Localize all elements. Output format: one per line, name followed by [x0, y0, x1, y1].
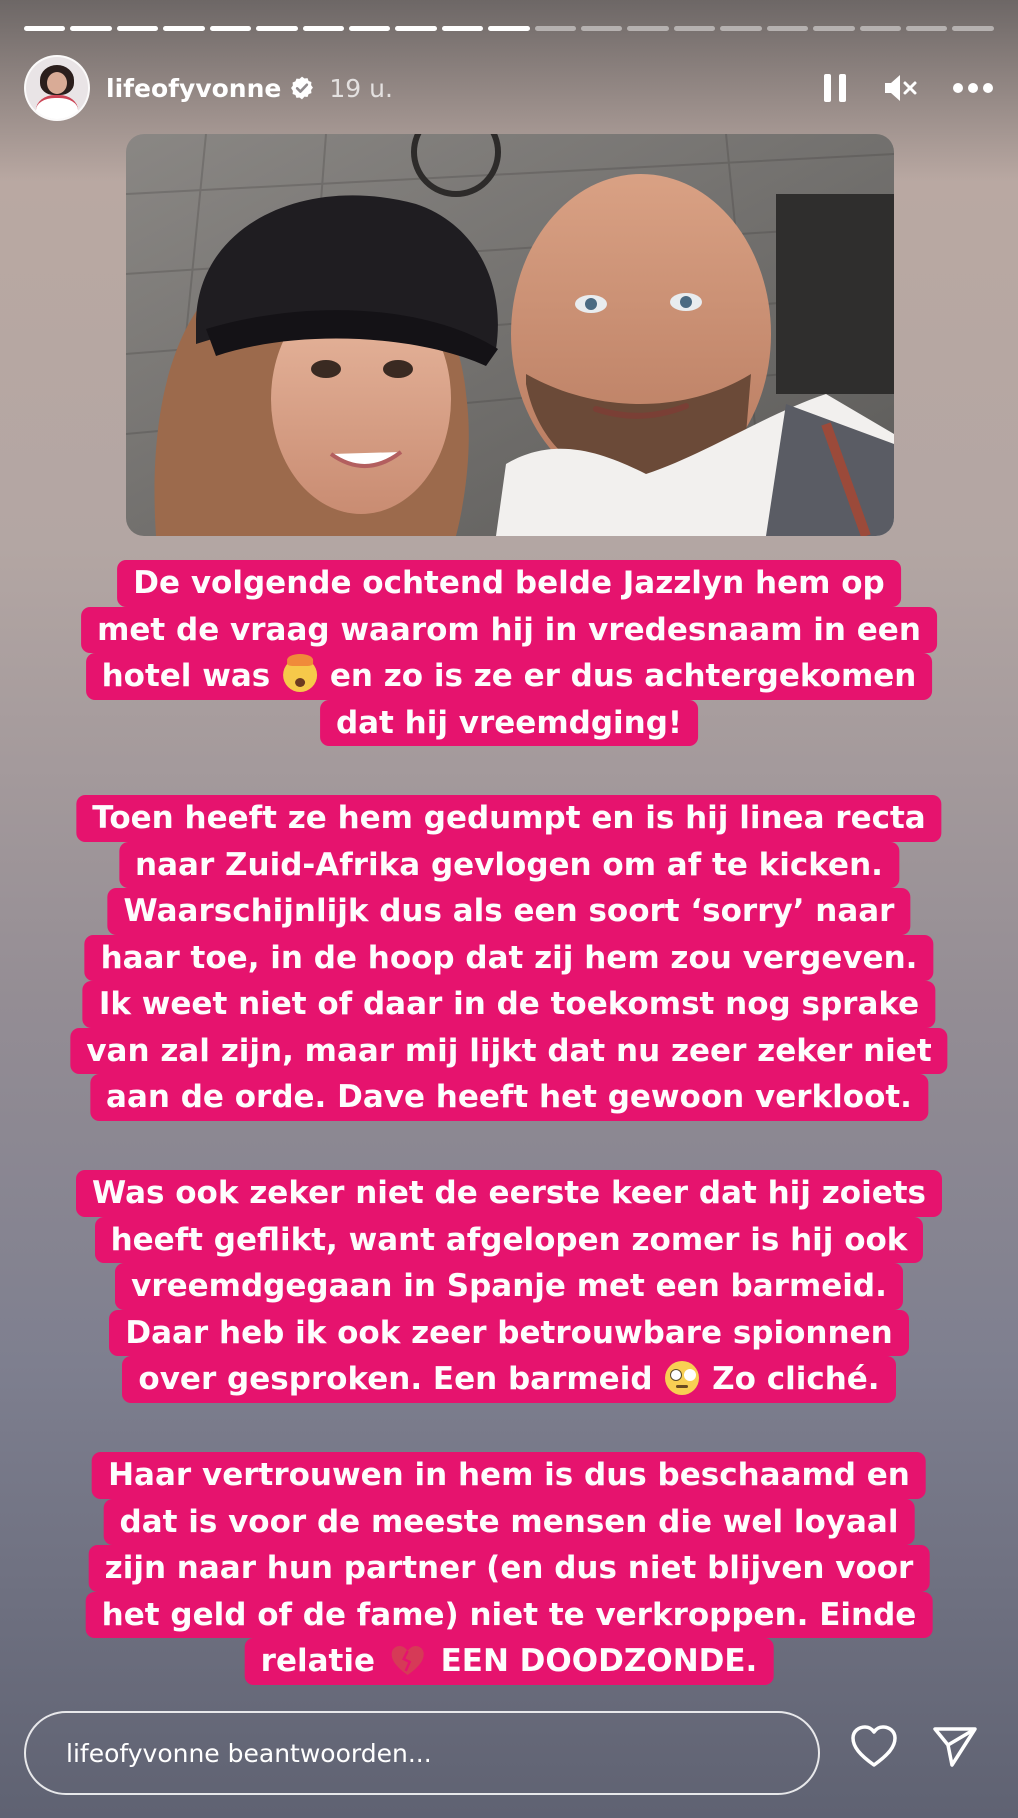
- progress-segment: [860, 26, 901, 31]
- send-icon[interactable]: [932, 1725, 978, 1769]
- progress-segment: [256, 26, 297, 31]
- muted-speaker-icon: [882, 72, 918, 104]
- progress-segment: [442, 26, 483, 31]
- username[interactable]: lifeofyvonne: [106, 73, 282, 103]
- caption-line: Ik weet niet of daar in de toekomst nog sprake: [83, 981, 935, 1028]
- caption-line: relatie EEN DOODZONDE.: [245, 1638, 774, 1685]
- avatar[interactable]: [24, 55, 90, 121]
- story-header: [24, 52, 994, 124]
- caption-block-1: [81, 560, 937, 746]
- progress-segment: [395, 26, 436, 31]
- caption-line: vreemdgegaan in Spanje met een barmeid.: [115, 1263, 903, 1310]
- caption-line: hotel was en zo is ze er dus achtergekomen: [86, 653, 933, 700]
- caption-line: Daar heb ik ook zeer betrouwbare spionnen: [109, 1310, 908, 1357]
- progress-segment: [210, 26, 251, 31]
- caption-line: met de vraag waarom hij in vredesnaam in een: [81, 607, 937, 654]
- progress-segment: [24, 26, 65, 31]
- post-time: 19 u.: [329, 73, 393, 103]
- progress-segment: [767, 26, 808, 31]
- progress-segment: [303, 26, 344, 31]
- caption-line: van zal zijn, maar mij lijkt dat nu zeer zeker niet: [70, 1028, 947, 1075]
- progress-segment: [488, 26, 529, 31]
- caption-line: dat hij vreemdging!: [320, 700, 698, 747]
- exploding-head-emoji-icon: [283, 658, 317, 692]
- progress-segment: [581, 26, 622, 31]
- couple-selfie-photo: [126, 134, 894, 536]
- mute-button[interactable]: [882, 72, 918, 104]
- reply-placeholder: lifeofyvonne beantwoorden...: [66, 1738, 432, 1768]
- caption-line: over gesproken. Een barmeid Zo cliché.: [122, 1356, 895, 1403]
- pause-icon: [822, 72, 848, 104]
- caption-line: Waarschijnlijk dus als een soort ‘sorry’ naar: [108, 888, 911, 935]
- caption-block-2: [70, 795, 947, 1121]
- caption-line: Was ook zeker niet de eerste keer dat hij zoiets: [76, 1170, 942, 1217]
- caption-line: De volgende ochtend belde Jazzlyn hem op: [117, 560, 900, 607]
- caption-line: zijn naar hun partner (en dus niet blijven voor: [89, 1545, 930, 1592]
- progress-segment: [906, 26, 947, 31]
- caption-line: dat is voor de meeste mensen die wel loyaal: [104, 1499, 915, 1546]
- progress-segment: [627, 26, 668, 31]
- caption-line: naar Zuid-Afrika gevlogen om af te kicken.: [119, 842, 899, 889]
- caption-block-4: [86, 1452, 933, 1685]
- caption-block-3: [76, 1170, 942, 1403]
- verified-badge-icon: [289, 75, 315, 101]
- pause-button[interactable]: [822, 72, 848, 104]
- progress-segment: [535, 26, 576, 31]
- progress-segment: [163, 26, 204, 31]
- heart-icon[interactable]: [850, 1725, 898, 1769]
- progress-segment: [720, 26, 761, 31]
- story-progress-bar: [24, 26, 994, 31]
- caption-line: heeft geflikt, want afgelopen zomer is hij ook: [95, 1217, 924, 1264]
- reply-input[interactable]: [24, 1711, 820, 1795]
- caption-line: aan de orde. Dave heeft het gewoon verkloot.: [90, 1074, 928, 1121]
- caption-line: Toen heeft ze hem gedumpt en is hij linea recta: [76, 795, 941, 842]
- broken-heart-icon: [390, 1645, 426, 1677]
- progress-segment: [952, 26, 993, 31]
- progress-segment: [70, 26, 111, 31]
- eye-roll-emoji-icon: [665, 1361, 699, 1395]
- more-options-button[interactable]: [952, 82, 994, 94]
- caption-line: Haar vertrouwen in hem is dus beschaamd en: [92, 1452, 926, 1499]
- progress-segment: [674, 26, 715, 31]
- progress-segment: [813, 26, 854, 31]
- more-dots-icon: [952, 82, 994, 94]
- caption-line: haar toe, in de hoop dat zij hem zou vergeven.: [85, 935, 934, 982]
- caption-line: het geld of de fame) niet te verkroppen. Einde: [86, 1592, 933, 1639]
- progress-segment: [349, 26, 390, 31]
- progress-segment: [117, 26, 158, 31]
